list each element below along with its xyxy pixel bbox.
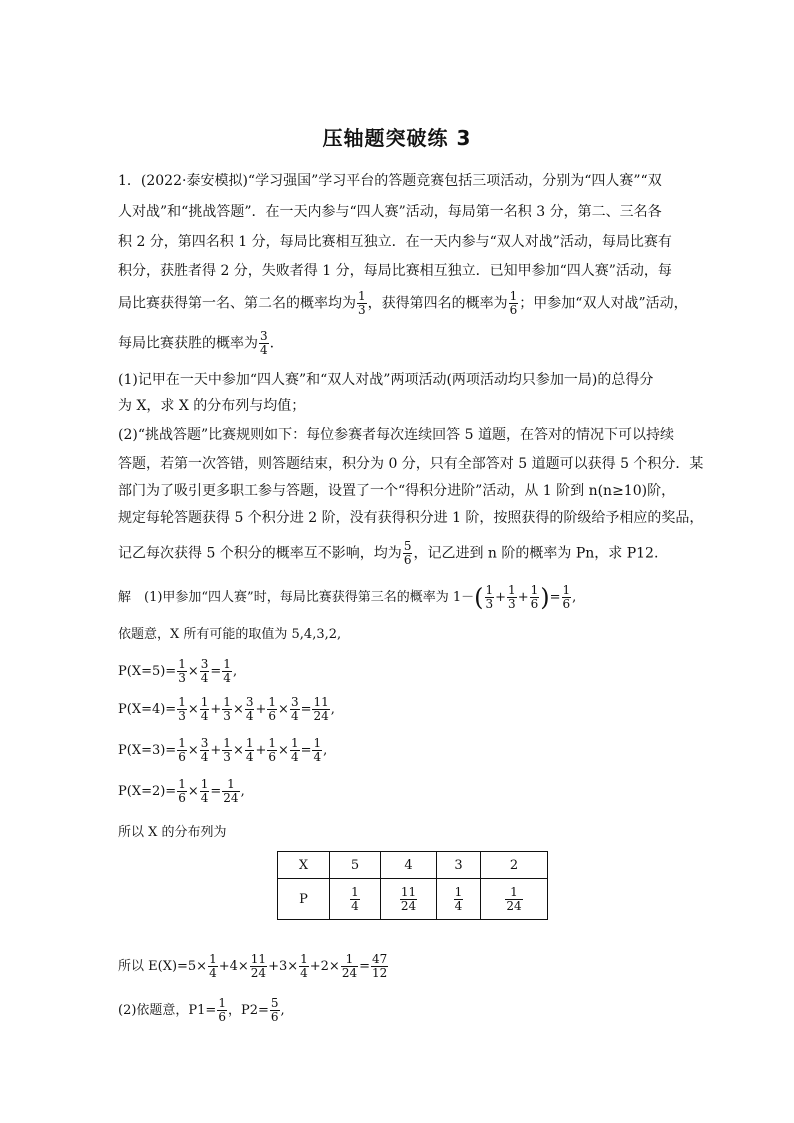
problem-line-3: 积 2 分，第四名积 1 分，每局比赛相互独立．在一天内参与“双人对战”活动，每局比赛有	[118, 234, 672, 250]
question-2-line-3: 部门为了吸引更多职工参与答题，设置了一个“得积分进阶”活动，从 1 阶到 n(n≥10)阶，	[118, 483, 676, 499]
table-cell: $\frac{1}{24}$	[481, 879, 548, 920]
fraction-three-quarters: $\frac{3}{4}$	[260, 329, 268, 357]
problem-line-1: 1．(2022·泰安模拟)“学习强国”学习平台的答题竞赛包括三项活动，分别为“四人赛”“双	[118, 173, 662, 189]
solution-line-1: 解 (1)甲参加“四人赛”时，每局比赛获得第三名的概率为 1－( $\frac{1}{3}$ + $\frac{1}{3}$ + $\frac{1}{6}$ )= $\frac{1}{6}$ ,	[118, 583, 577, 612]
fraction-one-third: $\frac{1}{3}$	[358, 289, 366, 317]
distribution-intro: 所以 X 的分布列为	[118, 825, 227, 840]
fraction-one-sixth: $\frac{1}{6}$	[509, 289, 518, 317]
page-title: 压轴题突破练 3	[322, 126, 472, 150]
question-2-line-2: 答题，若第一次答错，则答题结束，积分为 0 分，只有全部答对 5 道题可以获得 5 个积分．某	[118, 456, 704, 472]
problem-line-5: 局比赛获得第一名、第二名的概率均为 $\frac{1}{3}$ ，获得第四名的概率为 $\frac{1}{6}$ ；甲参加“双人对战”活动，	[118, 289, 688, 317]
fraction-five-sixths: $\frac{5}{6}$	[403, 539, 412, 567]
table-cell: X	[278, 852, 330, 879]
expectation-line: 所以 E(X)=5× $\frac{1}{4}$ +4× $\frac{11}{24}$ +3× $\frac{1}{4}$ +2× $\frac{1}{24}$ = $\frac{47}{12}$	[118, 952, 388, 980]
question-2-line-4: 规定每轮答题获得 5 个积分进 2 阶，没有获得积分进 1 阶，按照获得的阶级给予相应的奖品，	[118, 510, 704, 526]
table-cell: 5	[330, 852, 381, 879]
table-cell: 3	[437, 852, 481, 879]
question-2-line-1: (2)“挑战答题”比赛规则如下：每位参赛者每次连续回答 5 道题，在答对的情况下可以持续	[118, 427, 674, 443]
question-1-line-1: (1)记甲在一天中参加“四人赛”和“双人对战”两项活动(两项活动均只参加一局)的总得分	[118, 372, 654, 388]
prob-x3: P(X=3)= $\frac{1}{6}$ × $\frac{3}{4}$ + $\frac{1}{3}$ × $\frac{1}{4}$ + $\frac{1}{6}$ × $\frac{1}{4}$ = $\frac{1}{4}$ ,	[118, 736, 328, 764]
table-cell: $\frac{1}{4}$	[330, 879, 381, 920]
prob-x2: P(X=2)= $\frac{1}{6}$ × $\frac{1}{4}$ = $\frac{1}{24}$ ,	[118, 777, 245, 805]
distribution-table	[277, 851, 548, 920]
problem-line-6: 每局比赛获胜的概率为 $\frac{3}{4}$ .	[118, 329, 275, 357]
question-2-line-5: 记乙每次获得 5 个积分的概率互不影响，均为 $\frac{5}{6}$ ，记乙进到 n 阶的概率为 Pn，求 P12.	[118, 539, 659, 567]
prob-x4: P(X=4)= $\frac{1}{3}$ × $\frac{1}{4}$ + $\frac{1}{3}$ × $\frac{3}{4}$ + $\frac{1}{6}$ × $\frac{3}{4}$ = $\frac{11}{24}$ ,	[118, 695, 335, 723]
problem-line-2: 人对战”和“挑战答题”．在一天内参与“四人赛”活动，每局第一名积 3 分，第二、三名各	[118, 204, 662, 220]
problem-line-4: 积分，获胜者得 2 分，失败者得 1 分，每局比赛相互独立．已知甲参加“四人赛”活动，每	[118, 263, 672, 279]
table-header-row	[278, 852, 548, 879]
table-row	[278, 879, 548, 920]
solution-line-2: 依题意，X 所有可能的取值为 5,4,3,2,	[118, 627, 342, 642]
table-cell: $\frac{11}{24}$	[381, 879, 437, 920]
part-2-line: (2)依题意，P1= $\frac{1}{6}$ ，P2= $\frac{5}{6}$ ,	[118, 996, 285, 1024]
prob-x5: P(X=5)= $\frac{1}{3}$ × $\frac{3}{4}$ = $\frac{1}{4}$ ,	[118, 657, 238, 685]
question-1-line-2: 为 X，求 X 的分布列与均值；	[118, 398, 306, 414]
table-cell: 4	[381, 852, 437, 879]
table-cell: $\frac{1}{4}$	[437, 879, 481, 920]
table-cell: 2	[481, 852, 548, 879]
table-cell: P	[278, 879, 330, 920]
